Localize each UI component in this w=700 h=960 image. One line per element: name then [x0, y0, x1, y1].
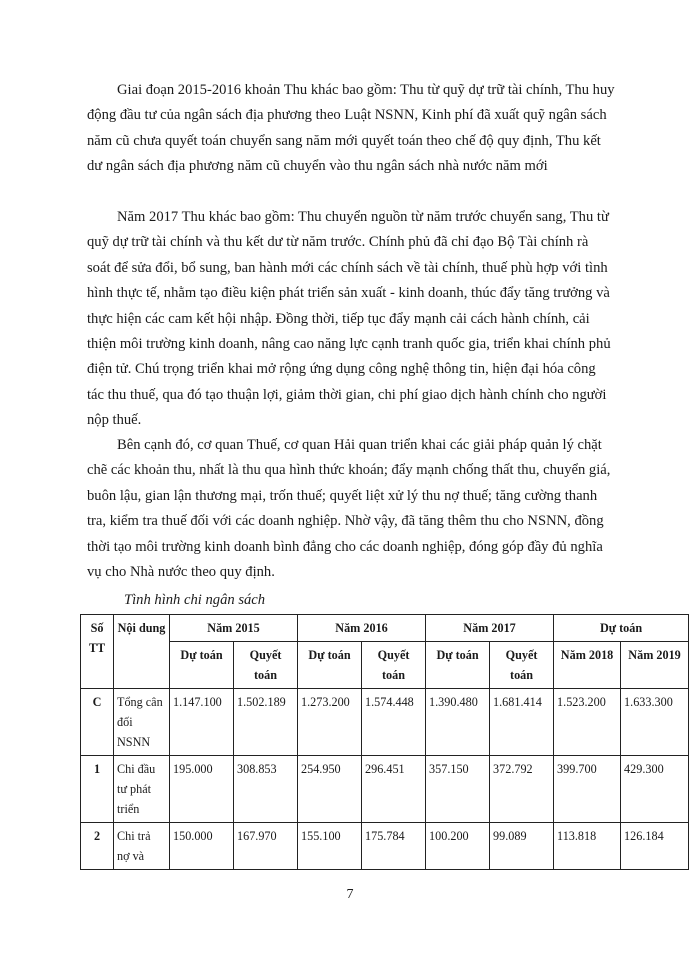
cell-value: 175.784: [362, 823, 426, 870]
cell-value: 1.681.414: [490, 689, 554, 756]
cell-value: 357.150: [426, 756, 490, 823]
cell-value: 254.950: [298, 756, 362, 823]
subheader-2016-du-toan: Dự toán: [298, 642, 362, 689]
cell-value: 100.200: [426, 823, 490, 870]
paragraph-3-text: Bên cạnh đó, cơ quan Thuế, cơ quan Hải quan triển khai các giải pháp quản lý chặt chẽ các khoản thu, nhất là thu qua hình thức khoán; đẩy mạnh chống thất thu, chuyển giá, buôn lậu, gian lận thương mại, trốn thuế; quyết liệt xử lý thu nợ thuế; tăng cường thanh tra, kiểm tra thuế đối với các doanh nghiệp. Nhờ vậy, đã tăng thêm thu cho NSNN, đồng thời tạo môi trường kinh doanh bình đẳng cho các doanh nghiệp, đóng góp đầy đủ nghĩa vụ cho Nhà nước theo quy định.: [87, 437, 611, 581]
row-stt: C: [81, 689, 114, 756]
row-label: Chi đầu tư phát triển: [114, 756, 170, 823]
cell-value: 195.000: [170, 756, 234, 823]
table-row: [81, 689, 689, 756]
cell-value: 113.818: [554, 823, 621, 870]
row-label: Chi trả nợ và: [114, 823, 170, 870]
paragraph-2: [87, 205, 615, 434]
page-number: 7: [346, 887, 354, 902]
subheader-2017-du-toan: Dự toán: [426, 642, 490, 689]
row-label: Tổng cân đối NSNN: [114, 689, 170, 756]
header-du-toan: Dự toán: [554, 615, 689, 642]
header-noi-dung: Nội dung: [114, 615, 170, 689]
cell-value: 308.853: [234, 756, 298, 823]
cell-value: 1.633.300: [621, 689, 689, 756]
cell-value: 1.523.200: [554, 689, 621, 756]
subheader-2015-du-toan: Dự toán: [170, 642, 234, 689]
cell-value: 399.700: [554, 756, 621, 823]
cell-value: 150.000: [170, 823, 234, 870]
table-row: [81, 756, 689, 823]
budget-table: [80, 614, 689, 870]
cell-value: 372.792: [490, 756, 554, 823]
cell-value: 155.100: [298, 823, 362, 870]
table-header-row-1: [81, 615, 689, 642]
table-caption: Tình hình chi ngân sách: [124, 592, 266, 608]
subheader-2018: Năm 2018: [554, 642, 621, 689]
paragraph-1-text: Giai đoạn 2015-2016 khoản Thu khác bao gồm: Thu từ quỹ dự trữ tài chính, Thu huy động đầu tư của ngân sách địa phương theo Luật NSNN, Kinh phí đã xuất quỹ ngân sách năm cũ chưa quyết toán chuyển sang năm mới quyết toán theo chế độ quy định, Thu kết dư ngân sách địa phương năm cũ chuyển vào thu ngân sách nhà nước năm mới: [87, 82, 615, 175]
cell-value: 1.147.100: [170, 689, 234, 756]
cell-value: 296.451: [362, 756, 426, 823]
row-stt: 2: [81, 823, 114, 870]
subheader-2017-quyet-toan: Quyết toán: [490, 642, 554, 689]
table-row: [81, 823, 689, 870]
cell-value: 429.300: [621, 756, 689, 823]
subheader-2019: Năm 2019: [621, 642, 689, 689]
header-year-2016: Năm 2016: [298, 615, 426, 642]
paragraph-1: [87, 78, 615, 180]
header-year-2017: Năm 2017: [426, 615, 554, 642]
row-stt: 1: [81, 756, 114, 823]
cell-value: 1.574.448: [362, 689, 426, 756]
subheader-2016-quyet-toan: Quyết toán: [362, 642, 426, 689]
header-stt: Số TT: [81, 615, 114, 689]
header-year-2015: Năm 2015: [170, 615, 298, 642]
cell-value: 167.970: [234, 823, 298, 870]
subheader-2015-quyet-toan: Quyết toán: [234, 642, 298, 689]
cell-value: 1.390.480: [426, 689, 490, 756]
table-header-row-2: [81, 642, 689, 689]
cell-value: 1.502.189: [234, 689, 298, 756]
cell-value: 1.273.200: [298, 689, 362, 756]
paragraph-3: [87, 433, 615, 585]
cell-value: 126.184: [621, 823, 689, 870]
paragraph-2-text: Năm 2017 Thu khác bao gồm: Thu chuyển nguồn từ năm trước chuyển sang, Thu từ quỹ dự trữ tài chính và thu kết dư từ năm trước. Chính phủ đã chỉ đạo Bộ Tài chính rà soát để sửa đổi, bổ sung, ban hành mới các chính sách về tài chính, thuế phù hợp với tình hình thực tế, nhằm tạo điều kiện phát triển sản xuất - kinh doanh, thúc đẩy tăng trưởng và thực hiện các cam kết hội nhập. Đồng thời, tiếp tục đẩy mạnh cải cách hành chính, cải thiện môi trường kinh doanh, nâng cao năng lực cạnh tranh quốc gia, triển khai chính phủ điện tử. Chú trọng triển khai mở rộng ứng dụng công nghệ thông tin, hiện đại hóa công tác thu thuế, qua đó tạo thuận lợi, giảm thời gian, chi phí giao dịch hành chính cho người nộp thuế.: [87, 209, 611, 429]
cell-value: 99.089: [490, 823, 554, 870]
